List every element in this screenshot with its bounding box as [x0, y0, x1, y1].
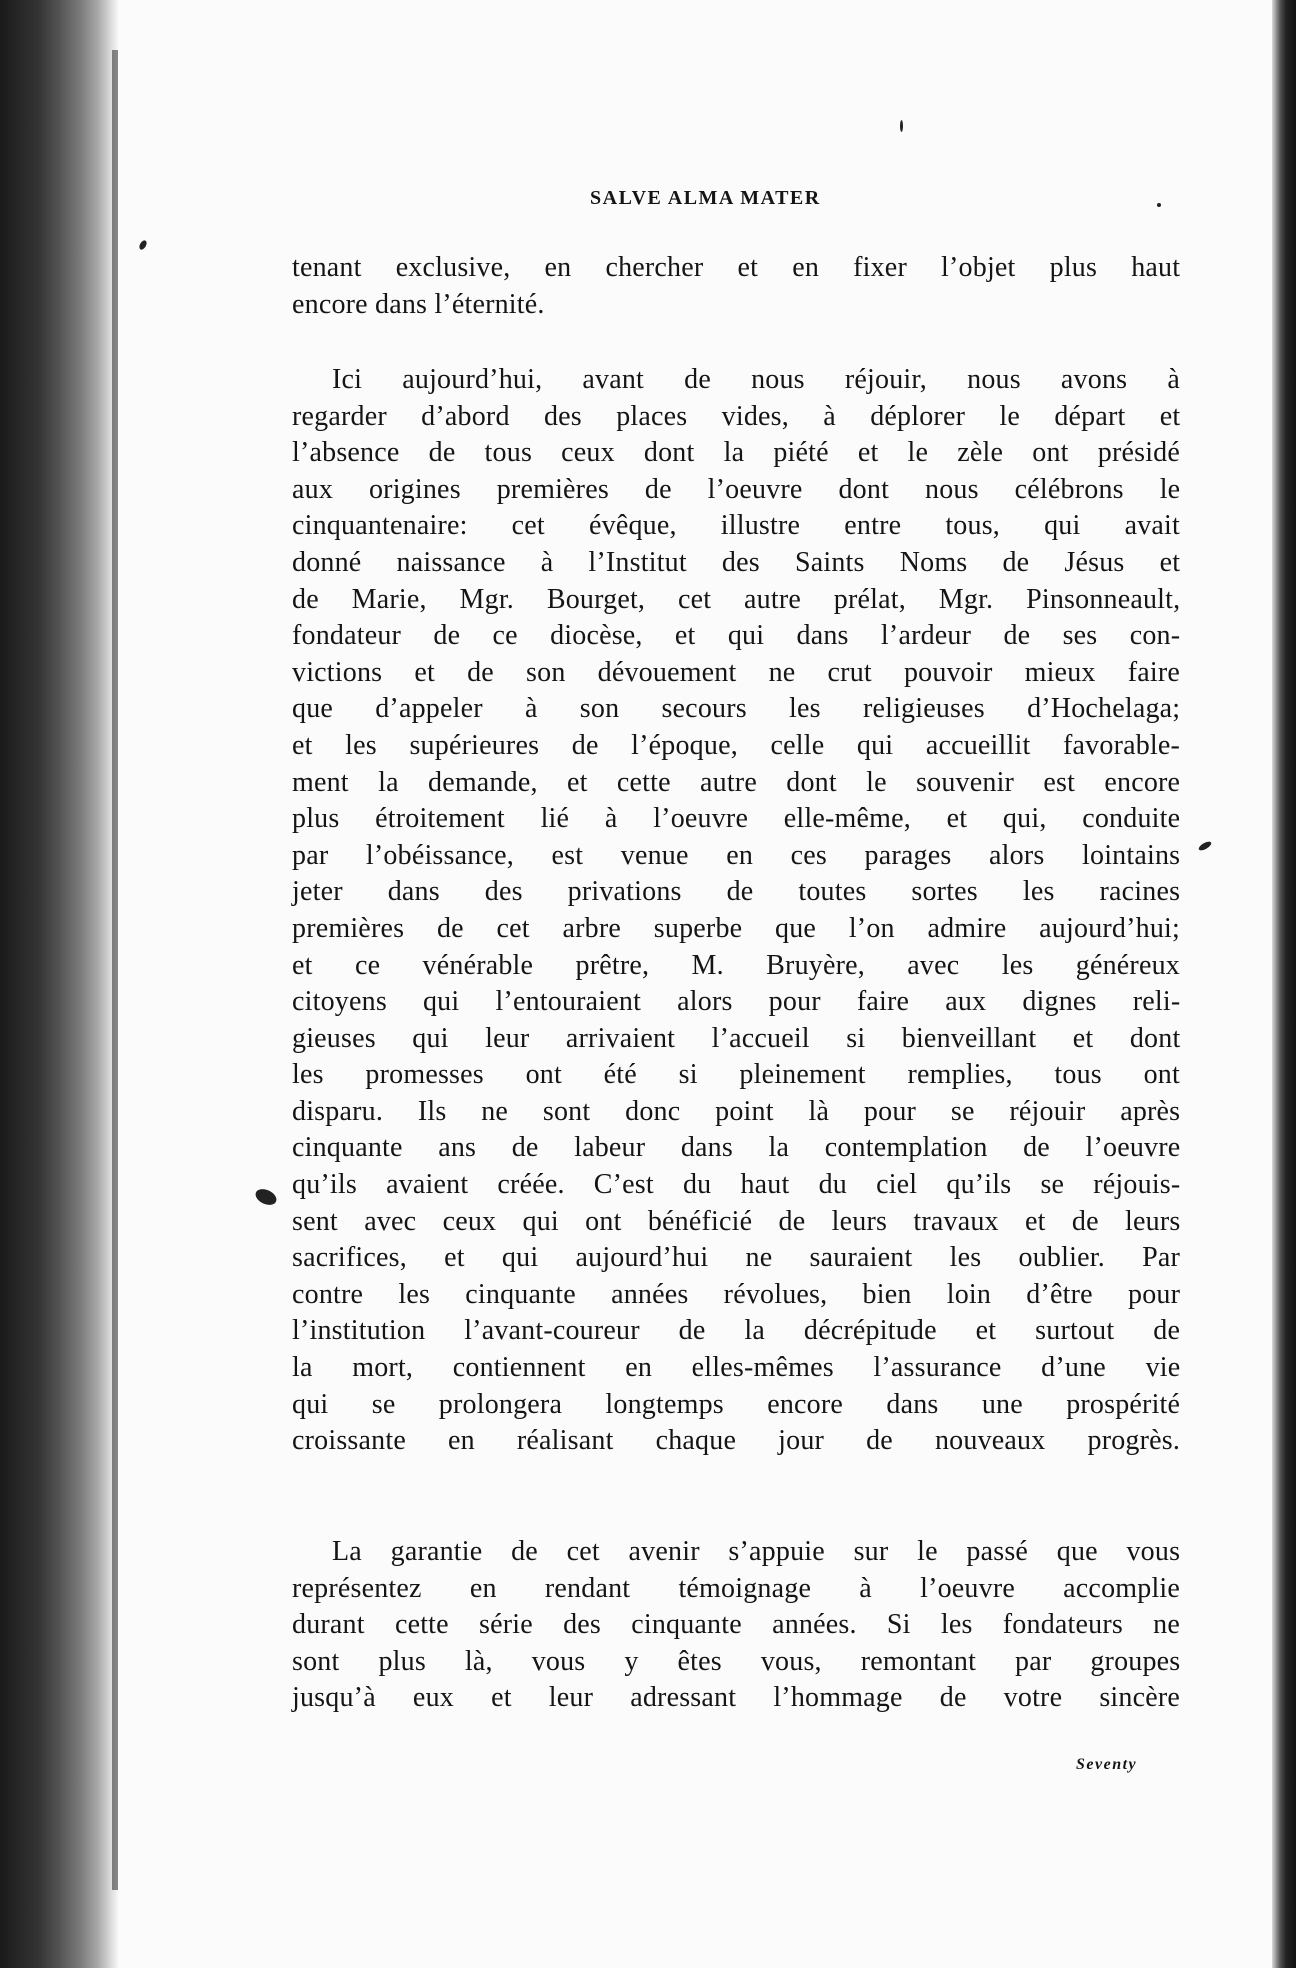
- text-line: jusqu’à eux et leur adressant l’hommage de votre sincère: [292, 1682, 1180, 1714]
- running-header: SALVE ALMA MATER: [590, 187, 821, 209]
- text-line: durant cette série des cinquante années. Si les fondateurs ne: [292, 1609, 1180, 1641]
- page-right-edge: [1272, 0, 1296, 1968]
- text-line: plus étroitement lié à l’oeuvre elle-même, et qui, conduite: [292, 803, 1181, 835]
- text-line: la mort, contiennent en elles-mêmes l’assurance d’une vie: [292, 1352, 1181, 1384]
- paragraph-1: [292, 250, 1180, 323]
- text-line: contre les cinquante années révolues, bien loin d’être pour: [292, 1278, 1181, 1310]
- text-line: sont plus là, vous y êtes vous, remontant par groupes: [292, 1645, 1181, 1677]
- paragraph-3: [292, 1534, 1180, 1717]
- text-line: premières de cet arbre superbe que l’on admire aujourd’hui;: [292, 912, 1180, 944]
- text-line: victions et de son dévouement ne crut pouvoir mieux faire: [292, 656, 1180, 688]
- text-line: sent avec ceux qui ont bénéficié de leurs travaux et de leurs: [292, 1205, 1181, 1237]
- text-line: citoyens qui l’entouraient alors pour faire aux dignes reli-: [292, 986, 1181, 1018]
- text-line: sacrifices, et qui aujourd’hui ne sauraient les oublier. Par: [292, 1242, 1181, 1274]
- text-line: tenant exclusive, en chercher et en fixer l’objet plus haut: [292, 252, 1181, 283]
- text-line: fondateur de ce diocèse, et qui dans l’ardeur de ses con-: [292, 620, 1181, 652]
- text-line: cinquante ans de labeur dans la contemplation de l’oeuvre: [292, 1132, 1181, 1164]
- text-line: de Marie, Mgr. Bourget, cet autre prélat, Mgr. Pinsonneault,: [292, 583, 1181, 615]
- text-line: encore dans l’éternité.: [292, 288, 545, 320]
- scan-speck: [138, 239, 148, 251]
- text-line: qui se prolongera longtemps encore dans une prospérité: [292, 1388, 1181, 1420]
- text-line: regarder d’abord des places vides, à déplorer le départ et: [292, 400, 1181, 432]
- text-line: représentez en rendant témoignage à l’oeuvre accomplie: [292, 1572, 1181, 1604]
- book-binding-shadow: [0, 0, 118, 1968]
- text-line: jeter dans des privations de toutes sortes les racines: [292, 876, 1181, 908]
- text-line: La garantie de cet avenir s’appuie sur le passé que vous: [332, 1536, 1181, 1567]
- text-line: cinquantenaire: cet évêque, illustre entre tous, qui avait: [292, 510, 1180, 542]
- text-line: et les supérieures de l’époque, celle qui accueillit favorable-: [292, 729, 1181, 761]
- text-line: l’institution l’avant-coureur de la décrépitude et surtout de: [292, 1315, 1181, 1347]
- text-line: aux origines premières de l’oeuvre dont nous célébrons le: [292, 473, 1181, 505]
- text-line: les promesses ont été si pleinement remplies, tous ont: [292, 1059, 1180, 1091]
- text-line: qu’ils avaient créée. C’est du haut du ciel qu’ils se réjouis-: [292, 1169, 1181, 1201]
- scan-speck: [1197, 840, 1212, 852]
- text-line: l’absence de tous ceux dont la piété et le zèle ont présidé: [292, 437, 1180, 469]
- text-line: disparu. Ils ne sont donc point là pour se réjouir après: [292, 1095, 1181, 1127]
- scan-speck: [900, 120, 903, 132]
- scan-speck: [253, 1186, 279, 1208]
- text-line: par l’obéissance, est venue en ces parages alors lointains: [292, 839, 1181, 871]
- text-line: Ici aujourd’hui, avant de nous réjouir, nous avons à: [332, 364, 1180, 395]
- text-line: gieuses qui leur arrivaient l’accueil si bienveillant et dont: [292, 1022, 1181, 1054]
- binding-edge: [112, 50, 118, 1890]
- page-folio: Seventy: [1076, 1756, 1138, 1773]
- text-line: ment la demande, et cette autre dont le souvenir est encore: [292, 766, 1181, 798]
- text-line: donné naissance à l’Institut des Saints Noms de Jésus et: [292, 546, 1181, 578]
- scan-speck: [1157, 203, 1161, 207]
- text-line: que d’appeler à son secours les religieuses d’Hochelaga;: [292, 693, 1181, 725]
- text-line: croissante en réalisant chaque jour de nouveaux progrès.: [292, 1425, 1181, 1457]
- paragraph-2: [292, 362, 1180, 1460]
- text-line: et ce vénérable prêtre, M. Bruyère, avec les généreux: [292, 949, 1180, 981]
